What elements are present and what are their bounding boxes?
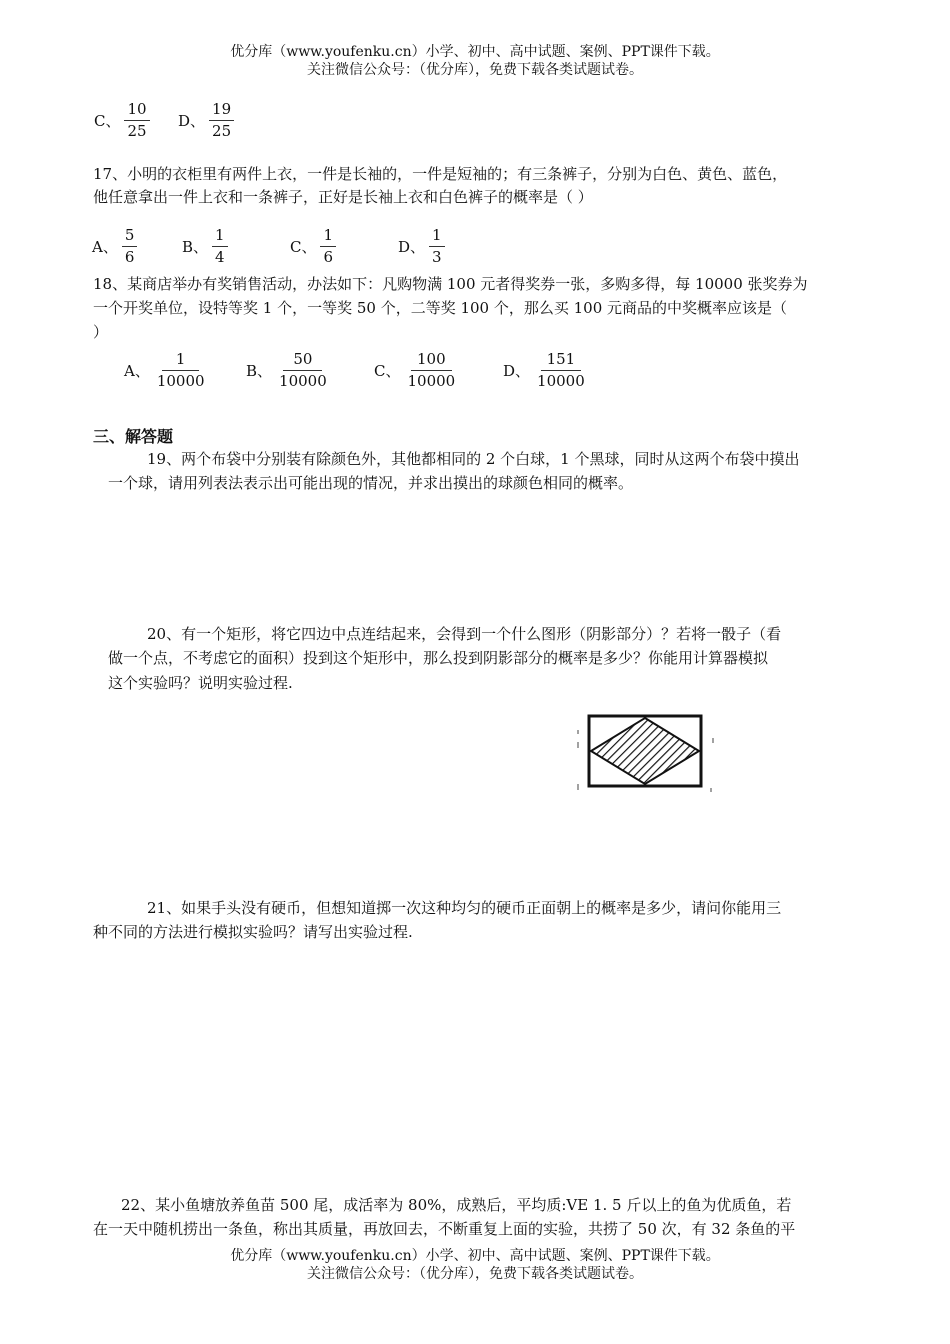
denominator: 10000	[156, 372, 205, 390]
option-label: B、	[246, 362, 273, 380]
denominator: 25	[127, 122, 147, 140]
fraction	[154, 350, 208, 391]
denominator: 10000	[407, 372, 456, 390]
q18-option-b	[246, 350, 330, 391]
option-label: A、	[92, 238, 118, 256]
numerator: 1	[429, 226, 445, 247]
fraction	[534, 350, 588, 391]
numerator: 1	[320, 226, 336, 247]
q17-option-b	[182, 226, 228, 267]
fraction	[124, 100, 149, 141]
fraction	[276, 350, 330, 391]
q22-line2: 在一天中随机捞出一条鱼，称出其质量，再放回去，不断重复上面的实验，共捞了 50 次，有 32 条鱼的平	[93, 1220, 796, 1238]
fraction	[209, 100, 234, 141]
option-label: D、	[178, 112, 206, 130]
fraction	[320, 226, 336, 267]
denominator: 6	[323, 248, 334, 266]
q21-line2: 种不同的方法进行模拟实验吗？请写出实验过程.	[93, 923, 413, 941]
page-footer-line2: 关注微信公众号：（优分库），免费下载各类试题试卷。	[307, 1266, 643, 1282]
option-label: C、	[94, 112, 121, 130]
q18-option-a	[124, 350, 208, 391]
q18-line1: 18、某商店举办有奖销售活动，办法如下：凡购物满 100 元者得奖券一张，多购多得，每 10000 张奖券为	[93, 275, 808, 293]
denominator: 3	[432, 248, 442, 266]
q18-line2: 一个开奖单位，设特等奖 1 个，一等奖 50 个，二等奖 100 个，那么买 100 元商品的中奖概率应该是（	[93, 299, 788, 317]
fraction	[122, 226, 138, 267]
numerator: 5	[122, 226, 138, 247]
numerator: 1	[162, 350, 200, 371]
numerator: 10	[124, 100, 149, 121]
q17-option-c	[290, 226, 336, 267]
fraction	[404, 350, 458, 391]
numerator: 151	[541, 350, 582, 371]
fraction	[212, 226, 228, 267]
option-label: C、	[374, 362, 401, 380]
q18-option-d	[503, 350, 588, 391]
denominator: 4	[215, 248, 225, 266]
q18-line3: ）	[93, 323, 109, 341]
q22-line1: 22、某小鱼塘放养鱼苗 500 尾，成活率为 80%，成熟后，平均质:VE 1. 5 斤以上的鱼为优质鱼，若	[121, 1196, 792, 1214]
section-title: 三、解答题	[93, 427, 174, 446]
option-label: B、	[182, 238, 209, 256]
q19-line2: 一个球，请用列表法表示出可能出现的情况，并求出摸出的球颜色相同的概率。	[108, 474, 634, 492]
numerator: 1	[212, 226, 228, 247]
q16-option-c	[94, 100, 150, 141]
q16-option-d	[178, 100, 234, 141]
numerator: 19	[209, 100, 234, 121]
q19-line1: 19、两个布袋中分别装有除颜色外，其他都相同的 2 个白球，1 个黑球，同时从这两个布袋中摸出	[147, 450, 800, 468]
numerator: 50	[283, 350, 322, 371]
rectangle-rhombus-figure	[574, 708, 720, 796]
q17-line2: 他任意拿出一件上衣和一条裤子，正好是长袖上衣和白色裤子的概率是（ ）	[93, 188, 593, 206]
q17-option-d	[398, 226, 445, 267]
denominator: 10000	[279, 372, 327, 390]
q18-option-c	[374, 350, 458, 391]
q17-line1: 17、小明的衣柜里有两件上衣，一件是长袖的，一件是短袖的；有三条裤子，分别为白色、黄色、蓝色，	[93, 165, 788, 183]
option-label: C、	[290, 238, 317, 256]
denominator: 25	[212, 122, 232, 140]
page-footer-line1: 优分库（www.youfenku.cn）小学、初中、高中试题、案例、PPT课件下载。	[230, 1248, 720, 1264]
page-header-line2: 关注微信公众号：（优分库），免费下载各类试题试卷。	[307, 62, 643, 78]
q20-line1: 20、有一个矩形，将它四边中点连结起来，会得到一个什么图形（阴影部分）？若将一骰子（看	[147, 625, 782, 643]
numerator: 100	[411, 350, 452, 371]
q20-line2: 做一个点，不考虑它的面积）投到这个矩形中，那么投到阴影部分的概率是多少？你能用计算器模拟	[108, 649, 769, 667]
fraction	[429, 226, 445, 267]
denominator: 10000	[537, 372, 585, 390]
q20-line3: 这个实验吗？说明实验过程.	[108, 674, 293, 692]
option-label: A、	[124, 362, 150, 380]
option-label: D、	[398, 238, 426, 256]
q17-option-a	[92, 226, 137, 267]
page-header-line1: 优分库（www.youfenku.cn）小学、初中、高中试题、案例、PPT课件下载。	[230, 44, 720, 60]
q21-line1: 21、如果手头没有硬币，但想知道掷一次这种均匀的硬币正面朝上的概率是多少，请问你能用三	[147, 899, 782, 917]
denominator: 6	[124, 248, 135, 266]
option-label: D、	[503, 362, 531, 380]
